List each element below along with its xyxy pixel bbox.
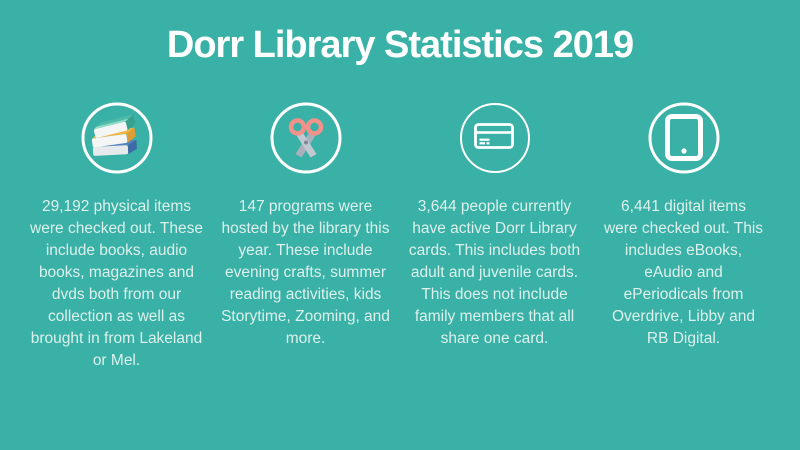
books-stack-icon-svg bbox=[80, 101, 154, 175]
scissors-handle-left bbox=[291, 121, 304, 134]
library-card-icon bbox=[458, 101, 532, 175]
card-stripe bbox=[475, 131, 512, 134]
scissors-handle-right bbox=[308, 121, 321, 134]
icon-circle-outline bbox=[461, 104, 529, 172]
scissors-icon bbox=[269, 101, 343, 175]
library-card-icon-svg bbox=[458, 101, 532, 175]
stat-library-cards bbox=[404, 101, 585, 372]
card-text-line-1 bbox=[479, 139, 489, 141]
stat-digital-items bbox=[593, 101, 774, 372]
scissors-pivot bbox=[304, 141, 308, 145]
tablet-icon bbox=[647, 101, 721, 175]
tablet-home-button bbox=[681, 148, 686, 153]
stat-programs bbox=[215, 101, 396, 372]
stat-text: 3,644 people currently have active Dorr Library cards. This includes both adult and juvenile cards. This does not include family members that all share one card. bbox=[408, 198, 581, 347]
stat-text: 147 programs were hosted by the library this year. These include evening crafts, summer reading activities, kids Storytime, Zooming, and more. bbox=[221, 198, 390, 347]
page-title: Dorr Library Statistics 2019 bbox=[166, 24, 634, 66]
stat-physical-items bbox=[26, 101, 207, 372]
tablet-icon-svg bbox=[647, 101, 721, 175]
stat-text: 6,441 digital items were checked out. This includes eBooks, eAudio and ePeriodicals from Overdrive, Libby and RB Digital. bbox=[603, 198, 764, 347]
stat-text: 29,192 physical items were checked out. These include books, audio books, magazines and dvds both from our collection as well as brought in from Lakeland or Mel. bbox=[30, 198, 203, 369]
card-text-line-2 bbox=[479, 142, 485, 144]
card-text-line-3 bbox=[486, 142, 489, 144]
stats-row bbox=[0, 101, 800, 372]
books-stack-icon bbox=[80, 101, 154, 175]
scissors-icon-svg bbox=[269, 101, 343, 175]
